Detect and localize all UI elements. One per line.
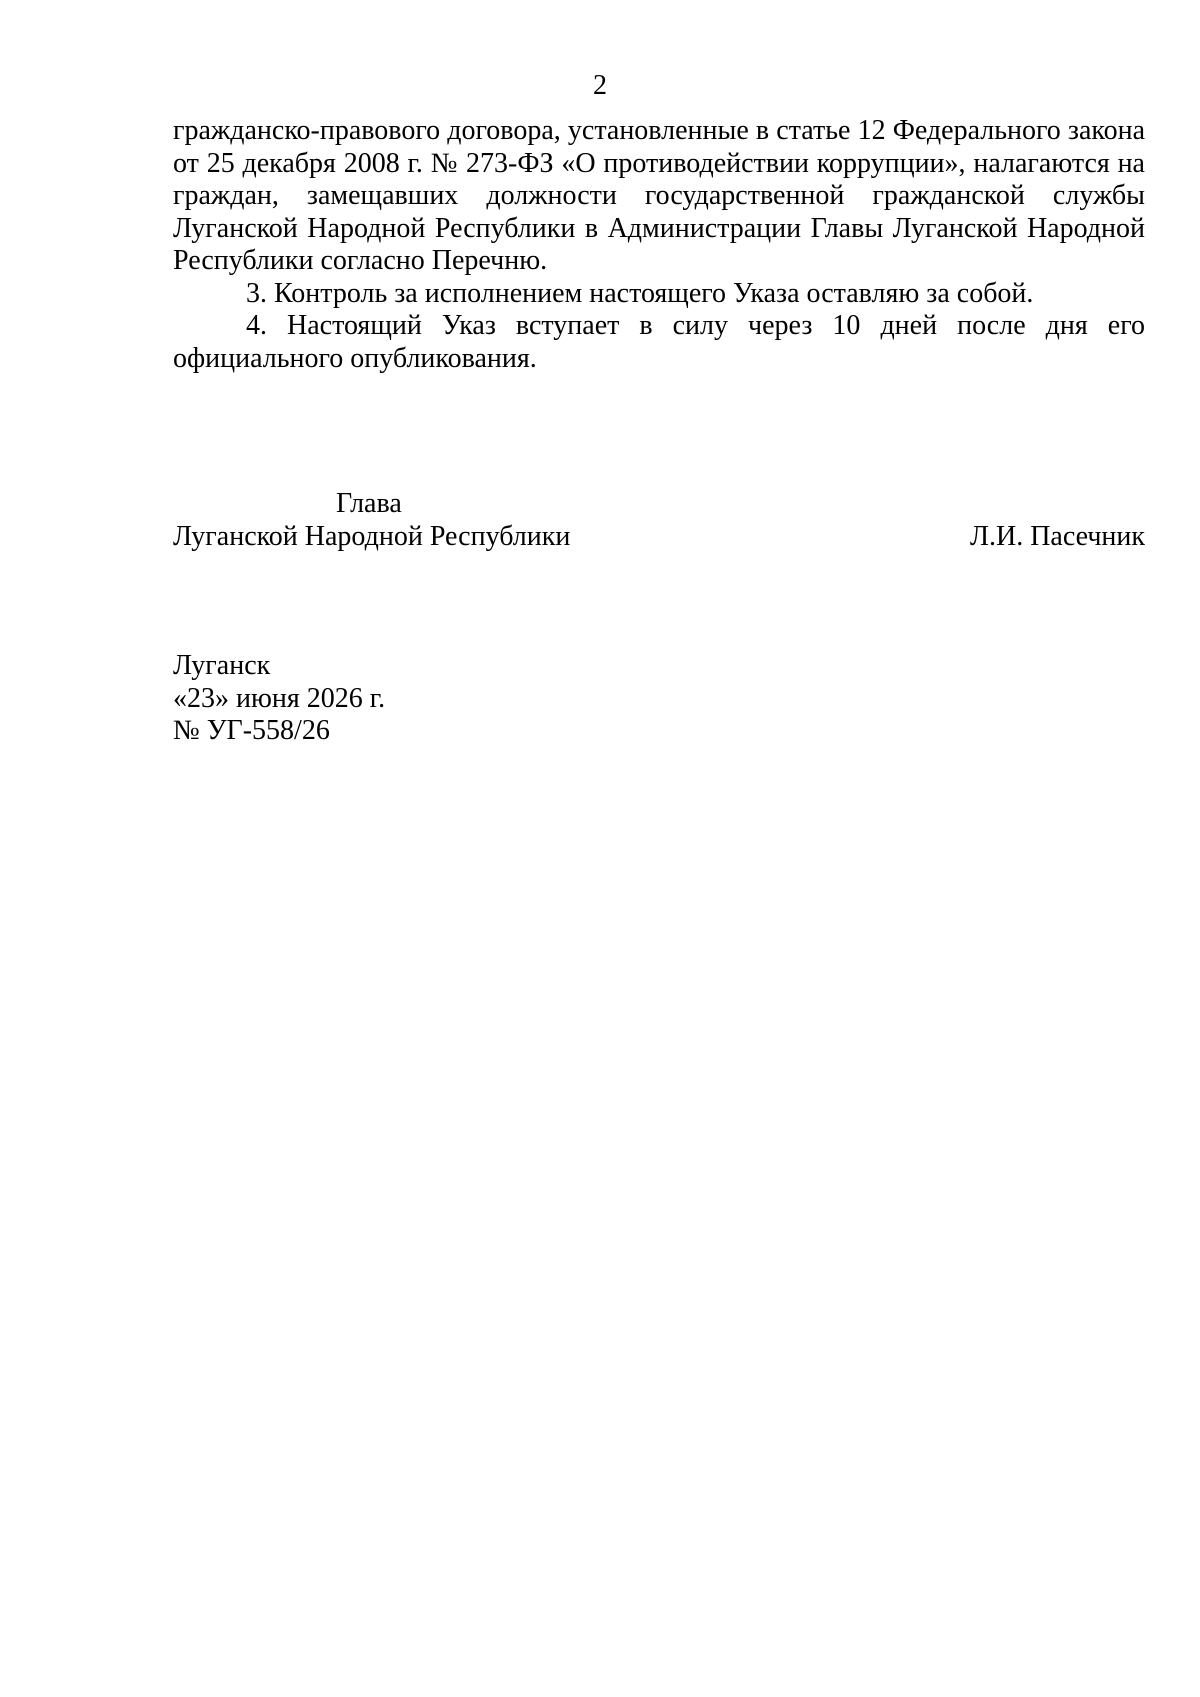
signer-title-line-2: Луганской Народной Республики (173, 520, 571, 552)
signer-name: Л.И. Пасечник (969, 520, 1145, 552)
document-body (173, 115, 1145, 375)
paragraph-item-3: 3. Контроль за исполнением настоящего Указа оставляю за собой. (246, 277, 1034, 309)
page-number: 2 (593, 70, 607, 101)
signature-row (173, 521, 1145, 554)
signature-block (173, 488, 1145, 553)
document-date: «23» июня 2026 г. (173, 682, 386, 714)
document-footer (173, 650, 385, 748)
paragraph-item-4: 4. Настоящий Указ вступает в силу через 10 дней после дня его официального опубликования. (173, 310, 1145, 374)
paragraph-continuation: гражданско-правового договора, установленные в статье 12 Федерального закона от 25 декабря 2008 г. № 273-ФЗ «О противодействии коррупции», налагаются на граждан, замещавших должности государственной гражданской службы Луганской Народной Республики в Администрации Главы Луганской Народной Республики согласно Перечню. (173, 115, 1145, 276)
document-number: № УГ-558/26 (173, 715, 330, 746)
signer-title-line-1: Глава (336, 488, 402, 519)
document-city: Луганск (173, 650, 271, 681)
